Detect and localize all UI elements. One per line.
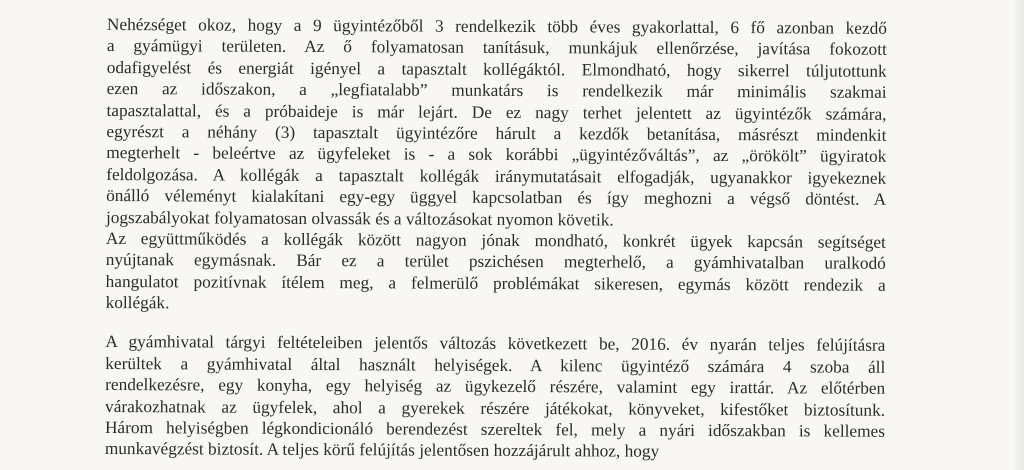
text-line: kollégák. [105, 293, 170, 313]
text-line: jogszabályokat folyamatosan olvassák és a változásokat nyomon követik. [105, 207, 614, 229]
document-body [105, 14, 887, 464]
text-line: tapasztalattal, és a próbaideje is már lejárt. De ez nagy terhet jelentett az ügyintézők számára, [106, 100, 887, 124]
text-line: munkavégzést biztosít. A teljes körű felújítás jelentősen hozzájárult ahhoz, hogy [104, 439, 660, 462]
text-line: rendelkezésre, egy konyha, egy helyiség az ügykezelő részére, valamint egy irattár. Az előtérben [105, 375, 886, 399]
paragraph-facilities [105, 331, 886, 463]
text-line: hangulatot pozitívnak ítélem meg, a felmerülő problémákat sikeresen, egymás között rendezik a [105, 271, 886, 295]
text-line: nyújtanak egymásnak. Bár ez a terület pszichésen megterhelő, a gyámhivatalban uralkodó [105, 250, 886, 274]
paragraph-staff-difficulty [106, 14, 887, 232]
text-line: A gyámhivatal tárgyi feltételeiben jelentős változás következett be, 2016. év nyarán teljes felújításra [105, 332, 886, 356]
text-line: várakozhatnak az ügyfelek, ahol a gyerekek részére játékokat, könyveket, kifestőket biztosítunk. [105, 396, 886, 420]
text-line: egyrészt a néhány (3) tapasztalt ügyintézőre hárult a kezdők betanítása, másrészt mindenkit [106, 121, 887, 145]
text-line: Három helyiségben légkondicionáló berendezést szereltek fel, mely a nyári időszakban is kellemes [104, 418, 886, 441]
text-line: megterhelt - beleértve az ügyfeleket is - a sok korábbi „ügyintézőváltás”, az „örökölt” ügyiratok [106, 143, 887, 167]
text-line: Az együttműködés a kollégák között nagyon jónak mondható, konkrét ügyek kapcsán segítséget [105, 228, 886, 252]
text-line: ezen az időszakon, a „legfiatalabb” munkatárs is rendelkezik már minimális szakmai [106, 79, 887, 102]
text-line: a gyámügyi területen. Az ő folyamatosan tanításuk, munkájuk ellenőrzése, javítása fokozott [106, 36, 887, 60]
paragraph-cooperation [106, 228, 886, 317]
text-line: kerültek a gyámhivatal által használt helyiségek. A kilenc ügyintéző számára 4 szoba áll [105, 353, 886, 377]
text-line: odafigyelést és energiát igényel a tapasztalt kollégáktól. Elmondható, hogy sikerrel túljutottunk [106, 57, 887, 81]
text-line: önálló véleményt kialakítani egy-egy üggyel kapcsolatban és így meghozni a végső döntést. A [106, 186, 887, 209]
text-line: feldolgozása. A kollégák a tapasztalt kollégák iránymutatásait elfogadják, ugyanakkor igyekeznek [106, 164, 887, 188]
text-line: Nehézséget okoz, hogy a 9 ügyintézőből 3 rendelkezik több éves gyakorlattal, 6 fő azonban kezdő [106, 14, 887, 38]
scan-shadow [1012, 0, 1024, 470]
